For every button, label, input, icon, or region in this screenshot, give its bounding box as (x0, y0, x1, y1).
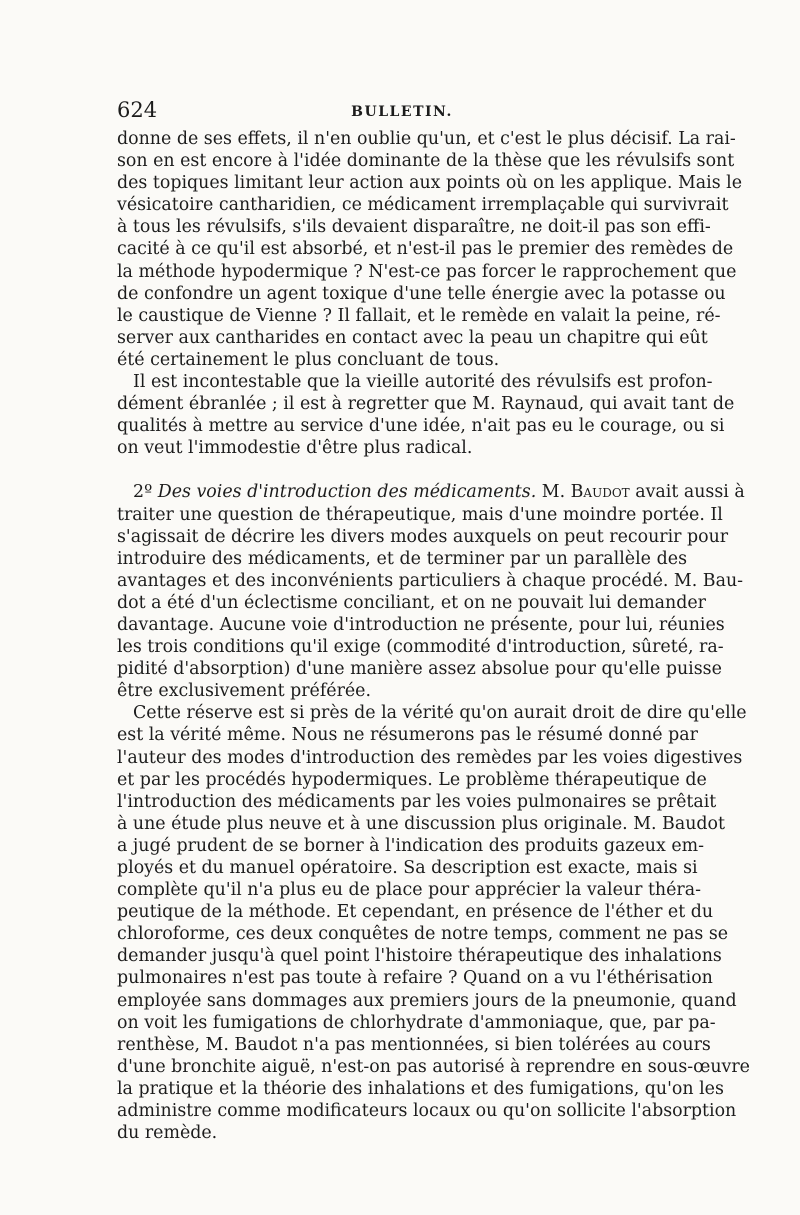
text-line: Cette réserve est si près de la vérité qu'on aurait droit de dire qu'elle (133, 703, 747, 724)
text-line: la méthode hypodermique ? N'est-ce pas forcer le rapprochement que (117, 261, 737, 282)
text-line: été certainement le plus concluant de tous. (117, 349, 500, 370)
paragraph-1 (117, 128, 743, 371)
page-body (117, 128, 750, 1144)
text-line: de confondre un agent toxique d'une telle énergie avec la potasse ou (117, 283, 726, 304)
text-line: s'agissait de décrire les divers modes auxquels on peut recourir pour (117, 526, 729, 547)
text-line: server aux cantharides en contact avec la peau un chapitre qui eût (117, 327, 708, 348)
text-line: dot a été d'un éclectisme conciliant, et on ne pouvait lui demander (117, 592, 706, 613)
author-name: Baudot (570, 482, 630, 503)
text-line: les trois conditions qu'il exige (commodité d'introduction, sûreté, ra- (117, 637, 724, 658)
text-line: pulmonaires n'est pas toute à refaire ? Quand on a vu l'éthérisation (117, 968, 713, 989)
text-line: à tous les révulsifs, s'ils devaient disparaître, ne doit-il pas son effi- (117, 217, 711, 238)
text-line: Il est incontestable que la vieille autorité des révulsifs est profon- (133, 372, 713, 393)
author-prefix: M. (541, 482, 566, 503)
section-gap (117, 459, 687, 481)
text-line: son en est encore à l'idée dominante de la thèse que les révulsifs sont (117, 151, 735, 172)
section-title: Des voies d'introduction des médicaments. (157, 482, 537, 503)
text-line: dément ébranlée ; il est à regretter que M. Raynaud, qui avait tant de (117, 394, 735, 415)
text-line: d'une bronchite aiguë, n'est-on pas autorisé à reprendre en sous-œuvre (117, 1056, 750, 1077)
text-line: vésicatoire cantharidien, ce médicament irremplaçable qui survivrait (117, 195, 729, 216)
text-line: administre comme modificateurs locaux ou qu'on sollicite l'absorption (117, 1101, 737, 1122)
text-line: la pratique et la théorie des inhalations et des fumigations, qu'on les (117, 1078, 724, 1099)
text-line: être exclusivement préférée. (117, 681, 372, 702)
section-2-paragraph (117, 481, 745, 702)
text-line: on voit les fumigations de chlorhydrate d'ammoniaque, que, par pa- (117, 1012, 716, 1033)
page-header (117, 98, 687, 128)
text-line: traiter une question de thérapeutique, mais d'une moindre portée. Il (117, 504, 723, 525)
text-line: du remède. (117, 1123, 218, 1144)
text-line: on veut l'immodestie d'être plus radical. (117, 438, 473, 459)
text-line: des topiques limitant leur action aux points où on les applique. Mais le (117, 173, 743, 194)
paragraph-final (117, 702, 750, 1144)
text-line: l'introduction des médicaments par les voies pulmonaires se prêtait (117, 791, 717, 812)
text-line: peutique de la méthode. Et cependant, en présence de l'éther et du (117, 902, 714, 923)
text-line: avantages et des inconvénients particuliers à chaque procédé. M. Bau- (117, 570, 744, 591)
section-number: 2º (133, 482, 153, 503)
text-line: demander jusqu'à quel point l'histoire thérapeutique des inhalations (117, 946, 722, 967)
text-line: et par les procédés hypodermiques. Le problème thérapeutique de (117, 769, 707, 790)
text-line: introduire des médicaments, et de terminer par un parallèle des (117, 548, 687, 569)
text-line: le caustique de Vienne ? Il fallait, et le remède en valait la peine, ré- (117, 305, 721, 326)
text-line: chloroforme, ces deux conquêtes de notre temps, comment ne pas se (117, 924, 729, 945)
text-line: l'auteur des modes d'introduction des remèdes par les voies digestives (117, 747, 743, 768)
text-line: renthèse, M. Baudot n'a pas mentionnées, si bien tolérées au cours (117, 1034, 711, 1055)
text-line: ployés et du manuel opératoire. Sa description est exacte, mais si (117, 858, 698, 878)
text-line: complète qu'il n'a plus eu de place pour apprécier la valeur théra- (117, 880, 701, 901)
paragraph-2 (117, 371, 735, 459)
text-line: employée sans dommages aux premiers jours de la pneumonie, quand (117, 990, 737, 1011)
section-2-first-line (117, 481, 745, 503)
text-line: a jugé prudent de se borner à l'indication des produits gazeux em- (117, 835, 705, 856)
text-line: qualités à mettre au service d'une idée, n'ait pas eu le courage, ou si (117, 416, 725, 437)
text-line: donne de ses effets, il n'en oublie qu'un, et c'est le plus décisif. La rai- (117, 129, 736, 149)
page-number: 624 (117, 98, 158, 122)
running-head: BULLETIN. (351, 104, 453, 120)
first-line-rest: avait aussi à (635, 482, 745, 503)
text-line: pidité d'absorption) d'une manière assez absolue pour qu'elle puisse (117, 659, 722, 680)
text-line: cacité à ce qu'il est absorbé, et n'est-il pas le premier des remèdes de (117, 239, 734, 260)
text-line: est la vérité même. Nous ne résumerons pas le résumé donné par (117, 725, 698, 746)
text-line: davantage. Aucune voie d'introduction ne présente, pour lui, réunies (117, 614, 725, 635)
text-line: à une étude plus neuve et à une discussion plus originale. M. Baudot (117, 813, 725, 834)
